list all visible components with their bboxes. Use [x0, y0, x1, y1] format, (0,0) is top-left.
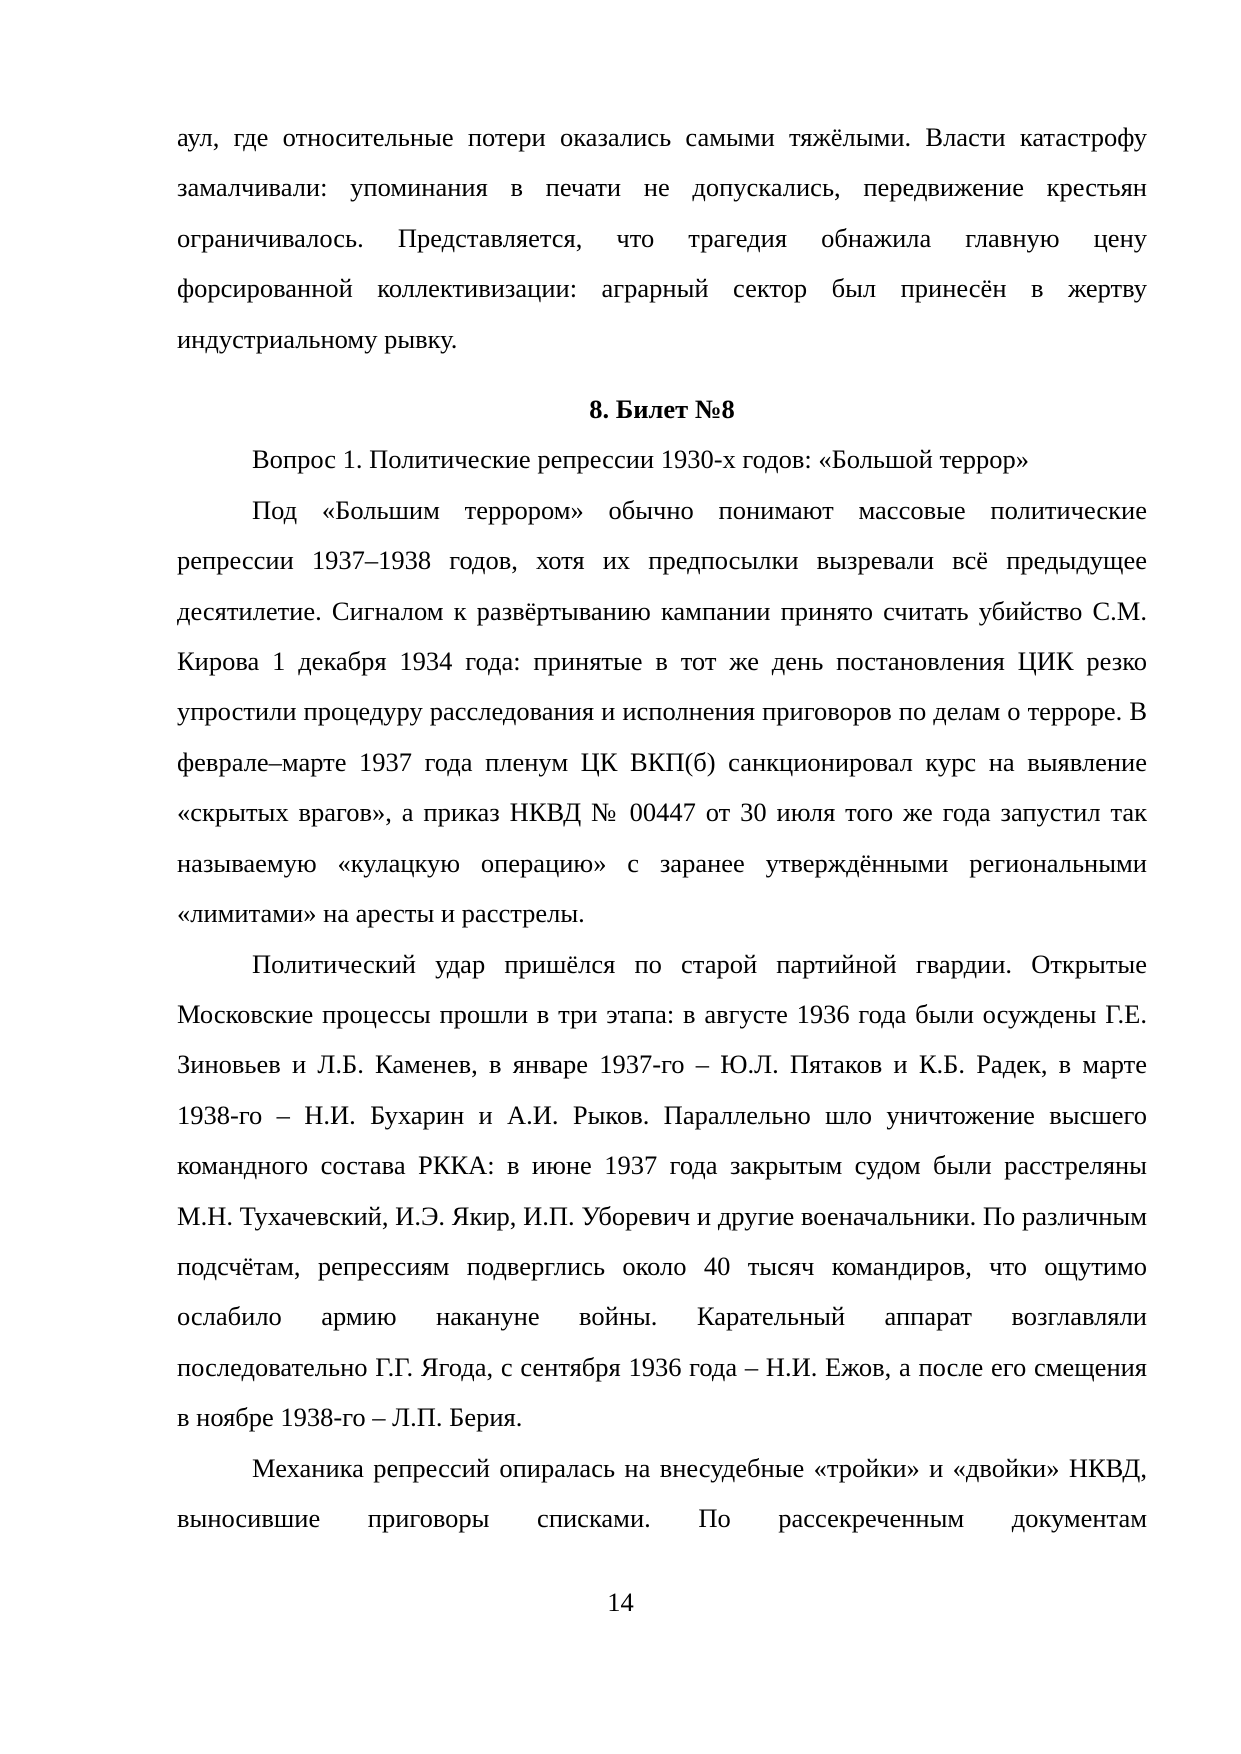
page-number: 14: [607, 1587, 634, 1617]
section-heading: 8. Билет №8: [589, 394, 735, 425]
question-line: Вопрос 1. Политические репрессии 1930-х годов: «Большой террор»: [252, 444, 1030, 475]
page-body: [177, 112, 1147, 1543]
body-paragraph-1: Под «Большим террором» обычно понимают массовые политические репрессии 1937–1938 годов, хотя их предпосылки вызревали всё предыдущее десятилетие. Сигналом к развёртыванию кампании принято считать убийство С.М. Кирова 1 декабря 1934 года: принятые в тот же день постановления ЦИК резко упростили процедуру расследования и исполнения приговоров по делам о терроре. В феврале–марте 1937 года пленум ЦК ВКП(б) санкционировал курс на выявление «скрытых врагов», а приказ НКВД № 00447 от 30 июля того же года запустил так называемую «кулацкую операцию» с заранее утверждёнными региональными «лимитами» на аресты и расстрелы.: [177, 494, 1147, 929]
continuation-paragraph: аул, где относительные потери оказались самыми тяжёлыми. Власти катастрофу замалчивали: упоминания в печати не допускались, передвижение крестьян ограничивалось. Представляется, что трагедия обнажила главную цену форсированной коллективизации: аграрный сектор был принесён в жертву индустриальному рывку.: [177, 122, 1147, 354]
body-paragraph-3: Механика репрессий опиралась на внесудебные «тройки» и «двойки» НКВД, выносившие приговоры списками. По рассекреченным документам: [177, 1452, 1147, 1533]
body-paragraph-2: Политический удар пришёлся по старой партийной гвардии. Открытые Московские процессы прошли в три этапа: в августе 1936 года были осуждены Г.Е. Зиновьев и Л.Б. Каменев, в январе 1937-го – Ю.Л. Пятаков и К.Б. Радек, в марте 1938-го – Н.И. Бухарин и А.И. Рыков. Параллельно шло уничтожение высшего командного состава РККА: в июне 1937 года закрытым судом были расстреляны М.Н. Тухачевский, И.Э. Якир, И.П. Уборевич и другие военачальники. По различным подсчётам, репрессиям подверглись около 40 тысяч командиров, что ощутимо ослабило армию накануне войны. Карательный аппарат возглавляли последовательно Г.Г. Ягода, с сентября 1936 года – Н.И. Ежов, а после его смещения в ноябре 1938-го – Л.П. Берия.: [177, 948, 1147, 1433]
